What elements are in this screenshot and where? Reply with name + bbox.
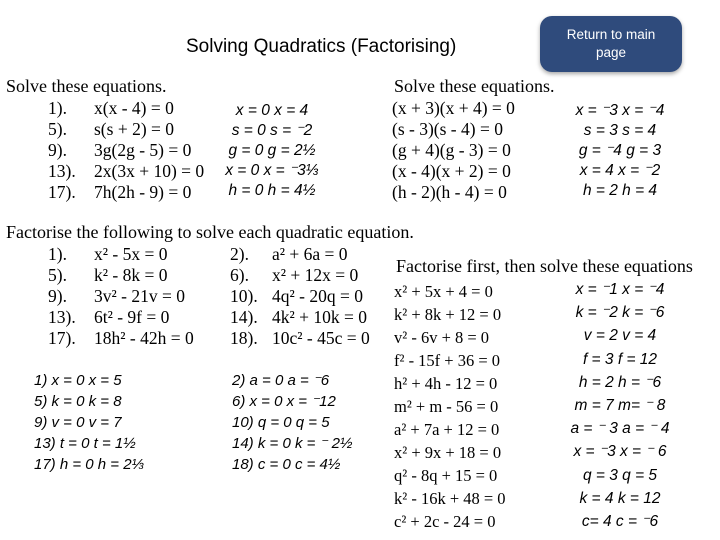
question-equation: 4q² - 20q = 0 (272, 286, 363, 306)
question-number: 5). (48, 119, 67, 139)
answer: x = 0 x = ⁻3⅓ (225, 162, 319, 179)
question-equation: x(x - 4) = 0 (94, 98, 174, 118)
answer: 9) v = 0 v = 7 (34, 414, 122, 431)
answer: 17) h = 0 h = 2⅓ (34, 456, 145, 473)
section3-questions-left (48, 244, 194, 349)
question-equation: 4k² + 10k = 0 (272, 307, 367, 327)
question-equation: k² + 8k + 12 = 0 (394, 305, 502, 324)
question-equation: 7h(2h - 9) = 0 (94, 182, 192, 202)
question-number: 10). (230, 286, 258, 306)
question-number: 1). (48, 98, 67, 118)
question-equation: (h - 2)(h - 4) = 0 (392, 182, 507, 202)
answer: k = ⁻2 k = ⁻6 (575, 304, 665, 322)
question-equation: s(s + 2) = 0 (94, 119, 175, 139)
question-row (48, 265, 194, 286)
answer: x = ⁻1 x = ⁻4 (575, 281, 665, 298)
question-number: 13). (48, 307, 76, 327)
section2-questions (392, 98, 515, 203)
answer: m = 7 m= ⁻ 8 (574, 397, 666, 415)
question-row (48, 286, 194, 307)
question-equation: h² + 4h - 12 = 0 (394, 374, 498, 393)
question-equation: 3v² - 21v = 0 (94, 286, 185, 306)
answer: s = 0 s = ⁻2 (231, 122, 313, 139)
question-equation: 3g(2g - 5) = 0 (94, 140, 192, 160)
question-number: 9). (48, 286, 67, 306)
question-number: 17). (48, 328, 76, 348)
question-row (48, 244, 194, 265)
question-number: 6). (230, 265, 249, 285)
question-equation: a² + 7a + 12 = 0 (394, 420, 500, 439)
answer: 5) k = 0 k = 8 (34, 393, 122, 410)
question-number: 2). (230, 244, 249, 264)
question-number: 1). (48, 244, 67, 264)
question-row (48, 161, 204, 182)
answer: h = 2 h = ⁻6 (578, 373, 662, 391)
answer: x = 4 x = ⁻2 (579, 162, 661, 179)
section1-answers (212, 101, 332, 201)
question-equation: q² - 8q + 15 = 0 (394, 466, 498, 485)
section2-answers (560, 101, 680, 201)
answer: v = 2 v = 4 (583, 327, 657, 345)
question-equation: (s - 3)(s - 4) = 0 (392, 119, 503, 139)
question-equation: (x + 3)(x + 4) = 0 (392, 98, 515, 118)
section3-answers-left (34, 370, 144, 475)
answer: h = 0 h = 4½ (228, 182, 316, 199)
question-equation: (g + 4)(g - 3) = 0 (392, 140, 511, 160)
question-row (230, 244, 370, 265)
question-equation: a² + 6a = 0 (272, 244, 348, 264)
answer: 13) t = 0 t = 1½ (34, 435, 136, 452)
question-number: 5). (48, 265, 67, 285)
answer: x = ⁻3 x = ⁻4 (575, 102, 665, 119)
question-equation: x² + 5x + 4 = 0 (394, 282, 493, 301)
section1-questions (48, 98, 204, 203)
answer: 2) a = 0 a = ⁻6 (232, 372, 330, 389)
page-title: Solving Quadratics (Factorising) (186, 36, 457, 57)
question-equation: (x - 4)(x + 2) = 0 (392, 161, 511, 181)
answer: 18) c = 0 c = 4½ (232, 456, 341, 473)
question-number: 17). (48, 182, 76, 202)
question-equation: 18h² - 42h = 0 (94, 328, 194, 348)
return-to-main-page-button[interactable] (540, 16, 682, 72)
section3-questions-right (230, 244, 370, 349)
answer: 10) q = 0 q = 5 (232, 414, 330, 431)
question-number: 18). (230, 328, 258, 348)
answer: g = ⁻4 g = 3 (578, 142, 662, 159)
question-equation: k² - 16k + 48 = 0 (394, 489, 506, 508)
answer: 6) x = 0 x = ⁻12 (232, 393, 336, 410)
answer: k = 4 k = 12 (579, 489, 661, 507)
question-number: 13). (48, 161, 76, 181)
question-row (230, 286, 370, 307)
answer: q = 3 q = 5 (582, 466, 658, 484)
return-button-label: Return to main page (566, 27, 656, 60)
question-equation: x² + 12x = 0 (272, 265, 359, 285)
section4-heading: Factorise first, then solve these equations (396, 256, 693, 276)
question-row (48, 182, 204, 203)
question-row (230, 328, 370, 349)
question-equation: x² + 9x + 18 = 0 (394, 443, 502, 462)
answer: h = 2 h = 4 (582, 182, 658, 199)
question-row (48, 307, 194, 328)
question-row (48, 140, 204, 161)
answer: x = ⁻3 x = ⁻ 6 (573, 443, 667, 461)
question-row (230, 265, 370, 286)
question-equation: 6t² - 9f = 0 (94, 307, 170, 327)
question-equation: f² - 15f + 36 = 0 (394, 351, 501, 370)
question-row (48, 119, 204, 140)
question-number: 14). (230, 307, 258, 327)
answer: 14) k = 0 k = ⁻ 2½ (232, 435, 353, 452)
question-equation: x² - 5x = 0 (94, 244, 168, 264)
section3-heading: Factorise the following to solve each quadratic equation. (6, 222, 414, 242)
answer: f = 3 f = 12 (582, 350, 658, 368)
answer: s = 3 s = 4 (583, 122, 657, 139)
answer: a = ⁻ 3 a = ⁻ 4 (570, 420, 670, 438)
answer: g = 0 g = 2½ (228, 142, 316, 159)
answer: 1) x = 0 x = 5 (34, 372, 122, 389)
question-number: 9). (48, 140, 67, 160)
question-equation: c² + 2c - 24 = 0 (394, 512, 496, 531)
section4-questions (394, 280, 506, 533)
question-equation: m² + m - 56 = 0 (394, 397, 499, 416)
question-equation: 2x(3x + 10) = 0 (94, 161, 205, 181)
section4-answers (556, 278, 684, 533)
answer: c= 4 c = ⁻6 (581, 513, 659, 531)
section2-heading: Solve these equations. (394, 76, 555, 96)
section3-answers-right (232, 370, 352, 475)
section1-heading: Solve these equations. (6, 76, 167, 96)
question-equation: v² - 6v + 8 = 0 (394, 328, 490, 347)
question-equation: 10c² - 45c = 0 (272, 328, 370, 348)
answer: x = 0 x = 4 (235, 102, 309, 119)
question-row (48, 98, 204, 119)
question-row (48, 328, 194, 349)
question-equation: k² - 8k = 0 (94, 265, 168, 285)
question-row (230, 307, 370, 328)
